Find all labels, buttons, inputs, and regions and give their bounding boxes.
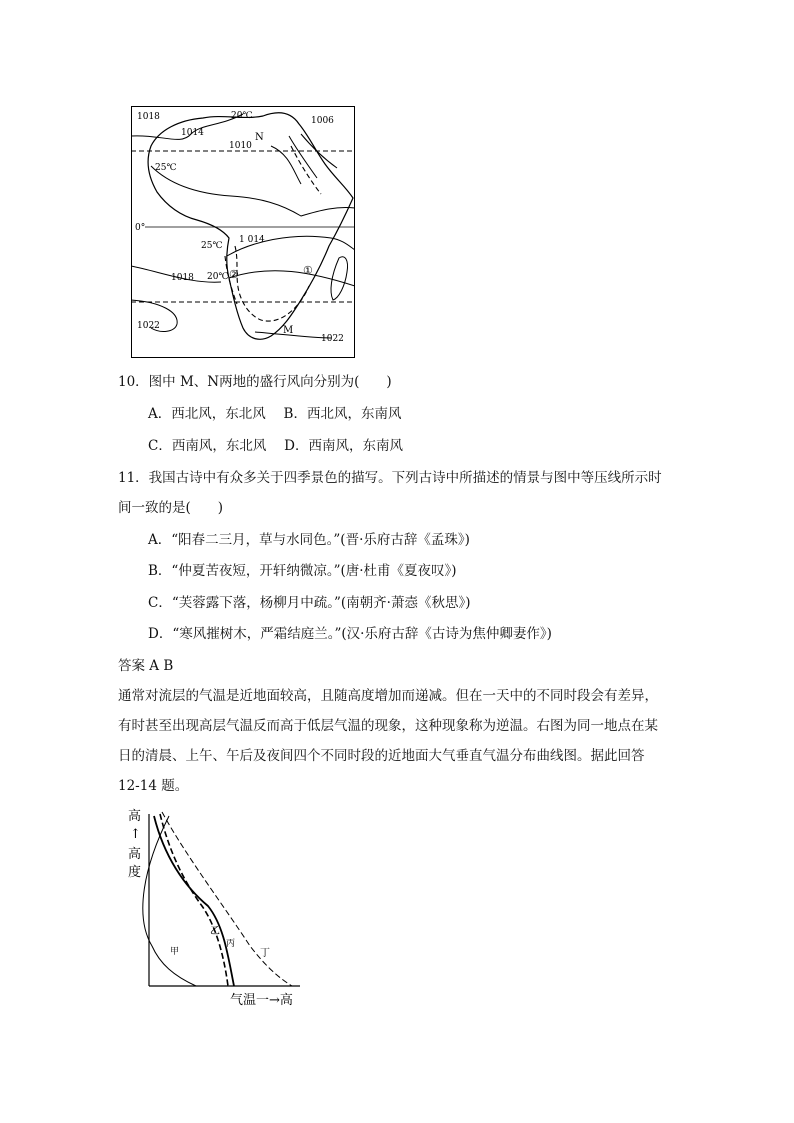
passage-line-1: 通常对流层的气温是近地面较高，且随高度增加而递减。但在一天中的不同时段会有差异， [118, 688, 658, 704]
passage-line-3: 日的清晨、上午、午后及夜间四个不同时段的近地面大气垂直气温分布曲线图。据此回答 [118, 748, 645, 764]
isobar-label-1014-n: 1014 [181, 128, 204, 138]
y-axis-top-label: 高 [128, 809, 142, 824]
equator-label: 0° [135, 223, 146, 233]
isobar-label-1022-e: 1022 [321, 334, 344, 344]
point-n: N [255, 132, 264, 143]
q10-options-row1: A．西北风，东北风 B．西北风，东南风 [148, 406, 402, 422]
isotherm-label-25-s: 25℃ [201, 241, 223, 251]
passage-line-2: 有时甚至出现高层气温反而高于低层气温的现象，这种现象称为逆温。右图为同一地点在某 [118, 718, 658, 734]
curve-bing [154, 816, 234, 986]
curve-ding [162, 812, 292, 986]
q11-option-b: B．“仲夏苦夜短，开轩纳微凉。”(唐·杜甫《夏夜叹》) [148, 563, 457, 579]
y-axis-arrow: ↑ [130, 827, 141, 842]
temperature-profile-figure [124, 806, 314, 1010]
isobar-label-1014-s: 1 014 [239, 235, 265, 245]
q10-options-row2: C．西南风，东北风 D．西南风，东南风 [148, 438, 403, 454]
point-two: ② [229, 268, 239, 281]
africa-map-figure [131, 106, 355, 358]
q11-stem-line2: 间一致的是( ) [118, 500, 224, 516]
curve-jia [143, 816, 196, 986]
curve-label-yi: 乙 [210, 926, 220, 937]
isobar-label-1010: 1010 [229, 141, 252, 151]
isobar-label-1006: 1006 [311, 116, 334, 126]
point-one: ① [303, 264, 313, 277]
curve-label-jia: 甲 [170, 947, 180, 957]
curve-label-bing: 丙 [226, 939, 236, 949]
q10-stem: 10．图中 M、N两地的盛行风向分别为( ) [118, 374, 392, 390]
isotherm-label-20-s: 20℃ [207, 272, 229, 282]
passage-line-4: 12-14 题。 [118, 778, 189, 794]
isotherm-label-25-n: 25℃ [155, 163, 177, 173]
y-axis-label-2: 度 [128, 865, 142, 880]
q11-option-c: C．“芙蓉露下落，杨柳月中疏。”(南朝齐·萧悫《秋思》) [148, 595, 471, 611]
isobar-label-1018-s: 1018 [171, 273, 194, 283]
isobar-label-1022-w: 1022 [137, 321, 160, 331]
curve-yi [160, 814, 228, 986]
x-axis-label: 气温一→高 [230, 993, 293, 1008]
q11-stem-line1: 11．我国古诗中有众多关于四季景色的描写。下列古诗中所描述的情景与图中等压线所示时 [118, 470, 662, 486]
curve-label-ding: 丁 [260, 948, 270, 959]
answer-line: 答案 A B [118, 658, 174, 674]
temperature-profile-graph [124, 806, 314, 1010]
point-m: M [283, 325, 294, 336]
isotherm-label-20-n: 20℃ [231, 111, 253, 121]
isobar-label-1018-nw: 1018 [137, 112, 160, 122]
africa-map [131, 106, 355, 358]
y-axis-label-1: 高 [128, 847, 142, 862]
q11-option-d: D．“寒风摧树木，严霜结庭兰。”(汉·乐府古辞《古诗为焦仲卿妻作》) [148, 626, 552, 642]
q11-option-a: A．“阳春二三月，草与水同色。”(晋·乐府古辞《孟珠》) [148, 532, 470, 548]
